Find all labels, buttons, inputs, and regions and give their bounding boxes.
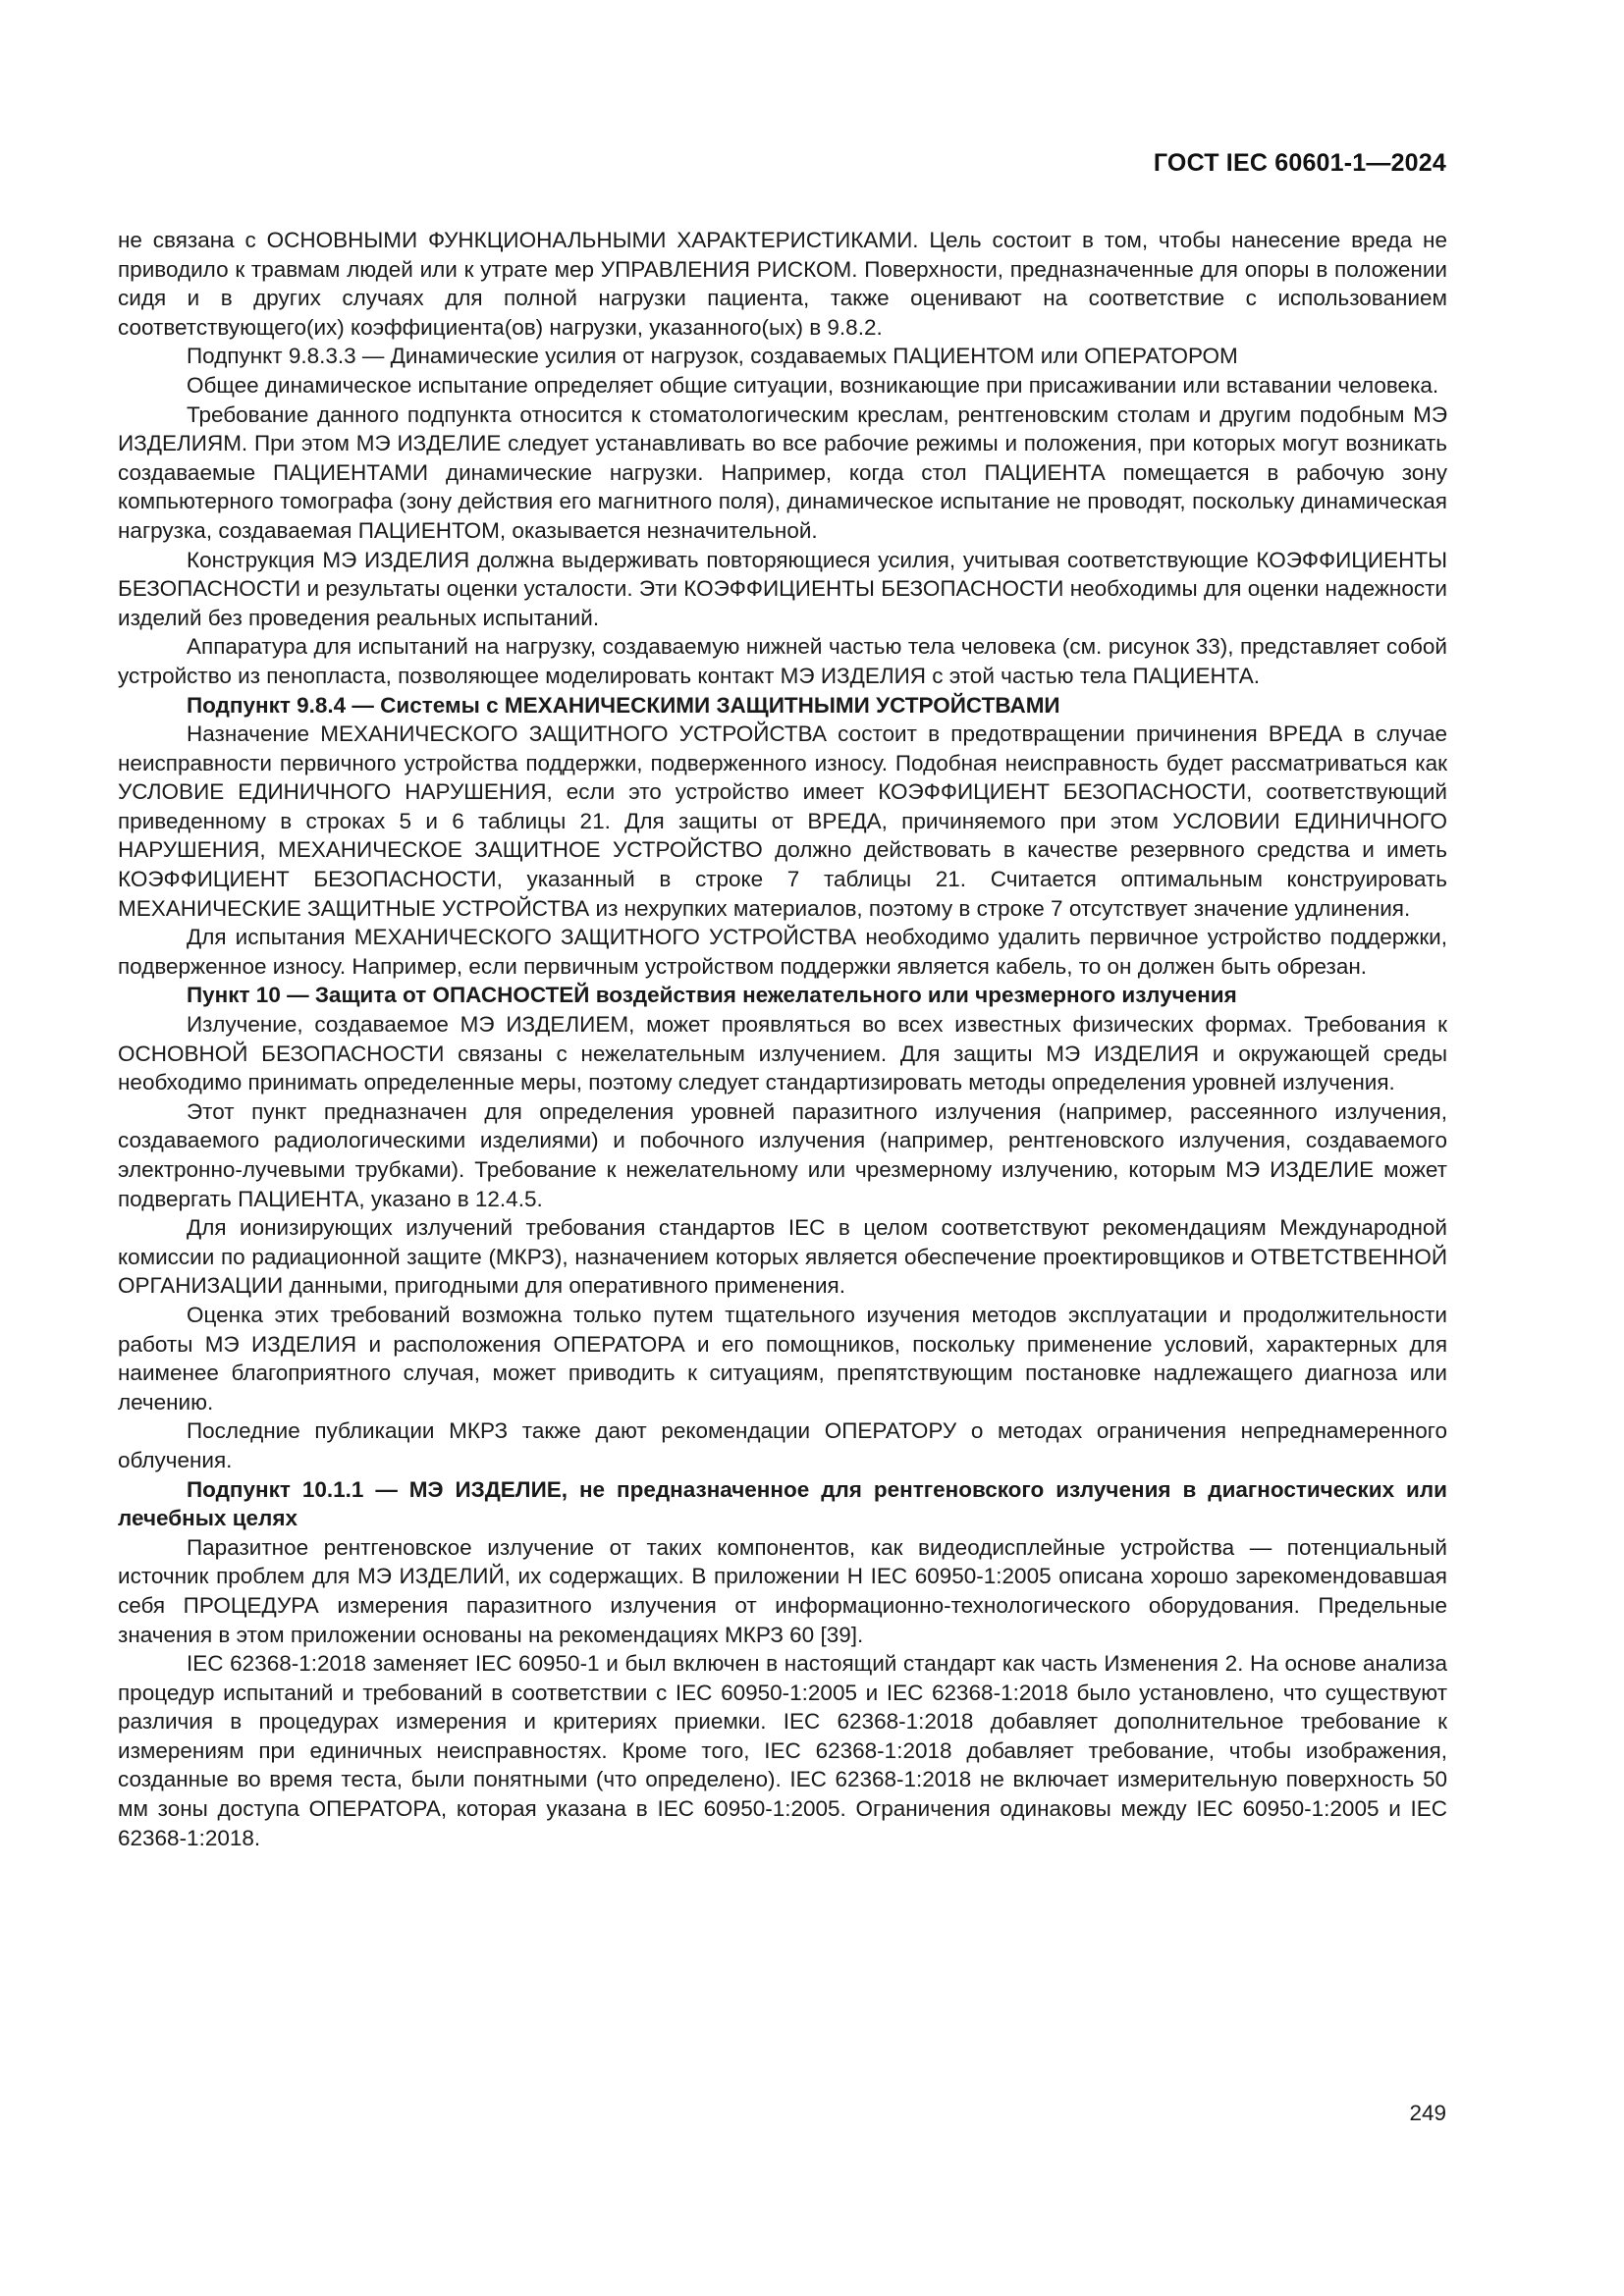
- body-paragraph: Требование данного подпункта относится к стоматологическим креслам, рентгеновским столам и другим подобным МЭ ИЗДЕЛИЯМ. При этом МЭ ИЗДЕЛИЕ следует устанавливать во все рабочие режимы и положения, при которых могут возникать создаваемые ПАЦИЕНТАМИ динамические нагрузки. Например, когда стол ПАЦИЕНТА помещается в рабочую зону компьютерного томографа (зону действия его магнитного поля), динамическое испытание не проводят, поскольку динамическая нагрузка, создаваемая ПАЦИЕНТОМ, оказывается незначительной.: [118, 401, 1447, 543]
- body-paragraph: IEC 62368-1:2018 заменяет IEC 60950-1 и был включен в настоящий стандарт как часть Изменения 2. На основе анализа процедур испытаний и требований в соответствии с IEC 60950-1:2005 и IEC 62368-1:2018 было установлено, что существуют различия в процедурах измерения и критериях приемки. IEC 62368-1:2018 добавляет дополнительное требование к измерениям при единичных неисправностях. Кроме того, IEC 62368-1:2018 добавляет требование, чтобы изображения, созданные во время теста, были понятными (что определено). IEC 62368-1:2018 не включает измерительную поверхность 50 мм зоны доступа ОПЕРАТОРА, которая указана в IEC 60950-1:2005. Ограничения одинаковы между IEC 60950-1:2005 и IEC 62368-1:2018.: [118, 1651, 1447, 1850]
- body-paragraph: Общее динамическое испытание определяет общие ситуации, возникающие при присаживании или вставании человека.: [187, 372, 1439, 398]
- subclause-heading: Подпункт 9.8.3.3 — Динамические усилия от нагрузок, создаваемых ПАЦИЕНТОМ или ОПЕРАТОРОМ: [187, 344, 1238, 369]
- section-heading: Подпункт 9.8.4 — Системы с МЕХАНИЧЕСКИМИ ЗАЩИТНЫМИ УСТРОЙСТВАМИ: [187, 692, 1060, 718]
- body-paragraph: Последние публикации МКРЗ также дают рекомендации ОПЕРАТОРУ о методах ограничения непреднамеренного облучения.: [118, 1418, 1447, 1472]
- page-number: 249: [1409, 2101, 1446, 2125]
- body-paragraph: Аппаратура для испытаний на нагрузку, создаваемую нижней частью тела человека (см. рисунок 33), представляет собой устройство из пенопласта, позволяющее моделировать контакт МЭ ИЗДЕЛИЯ с этой частью тела ПАЦИЕНТА.: [118, 634, 1447, 688]
- body-paragraph: Этот пункт предназначен для определения уровней паразитного излучения (например, рассеянного излучения, создаваемого радиологическими изделиями) и побочного излучения (например, рентгеновского излучения, создаваемого электронно-лучевыми трубками). Требование к нежелательному или чрезмерному излучению, которым МЭ ИЗДЕЛИЕ может подвергать ПАЦИЕНТА, указано в 12.4.5.: [118, 1098, 1447, 1211]
- body-paragraph: Конструкция МЭ ИЗДЕЛИЯ должна выдерживать повторяющиеся усилия, учитывая соответствующие КОЭФФИЦИЕНТЫ БЕЗОПАСНОСТИ и результаты оценки усталости. Эти КОЭФФИЦИЕНТЫ БЕЗОПАСНОСТИ необходимы для оценки надежности изделий без проведения реальных испытаний.: [118, 547, 1447, 630]
- section-heading: Пункт 10 — Защита от ОПАСНОСТЕЙ воздействия нежелательного или чрезмерного излучения: [187, 983, 1237, 1008]
- body-paragraph: Для испытания МЕХАНИЧЕСКОГО ЗАЩИТНОГО УСТРОЙСТВА необходимо удалить первичное устройство поддержки, подверженное износу. Например, если первичным устройством поддержки является кабель, то он должен быть обрезан.: [118, 925, 1447, 979]
- document-body: [118, 226, 1447, 1852]
- body-paragraph: Оценка этих требований возможна только путем тщательного изучения методов эксплуатации и продолжительности работы МЭ ИЗДЕЛИЯ и расположения ОПЕРАТОРА и его помощников, поскольку применение условий, характерных для наименее благоприятного случая, может приводить к ситуациям, препятствующим постановке надлежащего диагноза или лечению.: [118, 1302, 1447, 1415]
- body-paragraph: Излучение, создаваемое МЭ ИЗДЕЛИЕМ, может проявляться во всех известных физических формах. Требования к ОСНОВНОЙ БЕЗОПАСНОСТИ связаны с нежелательным излучением. Для защиты МЭ ИЗДЕЛИЯ и окружающей среды необходимо принимать определенные меры, поэтому следует стандартизировать методы определения уровней излучения.: [118, 1012, 1447, 1095]
- body-paragraph: Для ионизирующих излучений требования стандартов IEC в целом соответствуют рекомендациям Международной комиссии по радиационной защите (МКРЗ), назначением которых является обеспечение проектировщиков и ОТВЕТСТВЕННОЙ ОРГАНИЗАЦИИ данными, пригодными для оперативного применения.: [118, 1215, 1447, 1299]
- body-paragraph: не связана с ОСНОВНЫМИ ФУНКЦИОНАЛЬНЫМИ ХАРАКТЕРИСТИКАМИ. Цель состоит в том, чтобы нанесение вреда не приводило к травмам людей или к утрате мер УПРАВЛЕНИЯ РИСКОМ. Поверхности, предназначенные для опоры в положении сидя и в других случаях для полной нагрузки пациента, также оценивают на соответствие с использованием соответствующего(их) коэффициента(ов) нагрузки, указанного(ых) в 9.8.2.: [118, 228, 1447, 340]
- body-paragraph: Паразитное рентгеновское излучение от таких компонентов, как видеодисплейные устройства — потенциальный источник проблем для МЭ ИЗДЕЛИЙ, их содержащих. В приложении H IEC 60950-1:2005 описана хорошо зарекомендовавшая себя ПРОЦЕДУРА измерения паразитного излучения от информационно-технологического оборудования. Предельные значения в этом приложении основаны на рекомендациях МКРЗ 60 [39].: [118, 1534, 1447, 1647]
- document-header: ГОСТ IEC 60601-1—2024: [1153, 149, 1446, 177]
- body-paragraph: Назначение МЕХАНИЧЕСКОГО ЗАЩИТНОГО УСТРОЙСТВА состоит в предотвращении причинения ВРЕДА в случае неисправности первичного устройства поддержки, подверженного износу. Подобная неисправность будет рассматриваться как УСЛОВИЕ ЕДИНИЧНОГО НАРУШЕНИЯ, если это устройство имеет КОЭФФИЦИЕНТ БЕЗОПАСНОСТИ, соответствующий приведенному в строках 5 и 6 таблицы 21. Для защиты от ВРЕДА, причиняемого при этом УСЛОВИИ ЕДИНИЧНОГО НАРУШЕНИЯ, МЕХАНИЧЕСКОЕ ЗАЩИТНОЕ УСТРОЙСТВО должно действовать в качестве резервного средства и иметь КОЭФФИЦИЕНТ БЕЗОПАСНОСТИ, указанный в строке 7 таблицы 21. Считается оптимальным конструировать МЕХАНИЧЕСКИЕ ЗАЩИТНЫЕ УСТРОЙСТВА из нехрупких материалов, поэтому в строке 7 отсутствует значение удлинения.: [118, 721, 1447, 921]
- section-heading: Подпункт 10.1.1 — МЭ ИЗДЕЛИЕ, не предназначенное для рентгеновского излучения в диагностических или лечебных целях: [118, 1476, 1447, 1531]
